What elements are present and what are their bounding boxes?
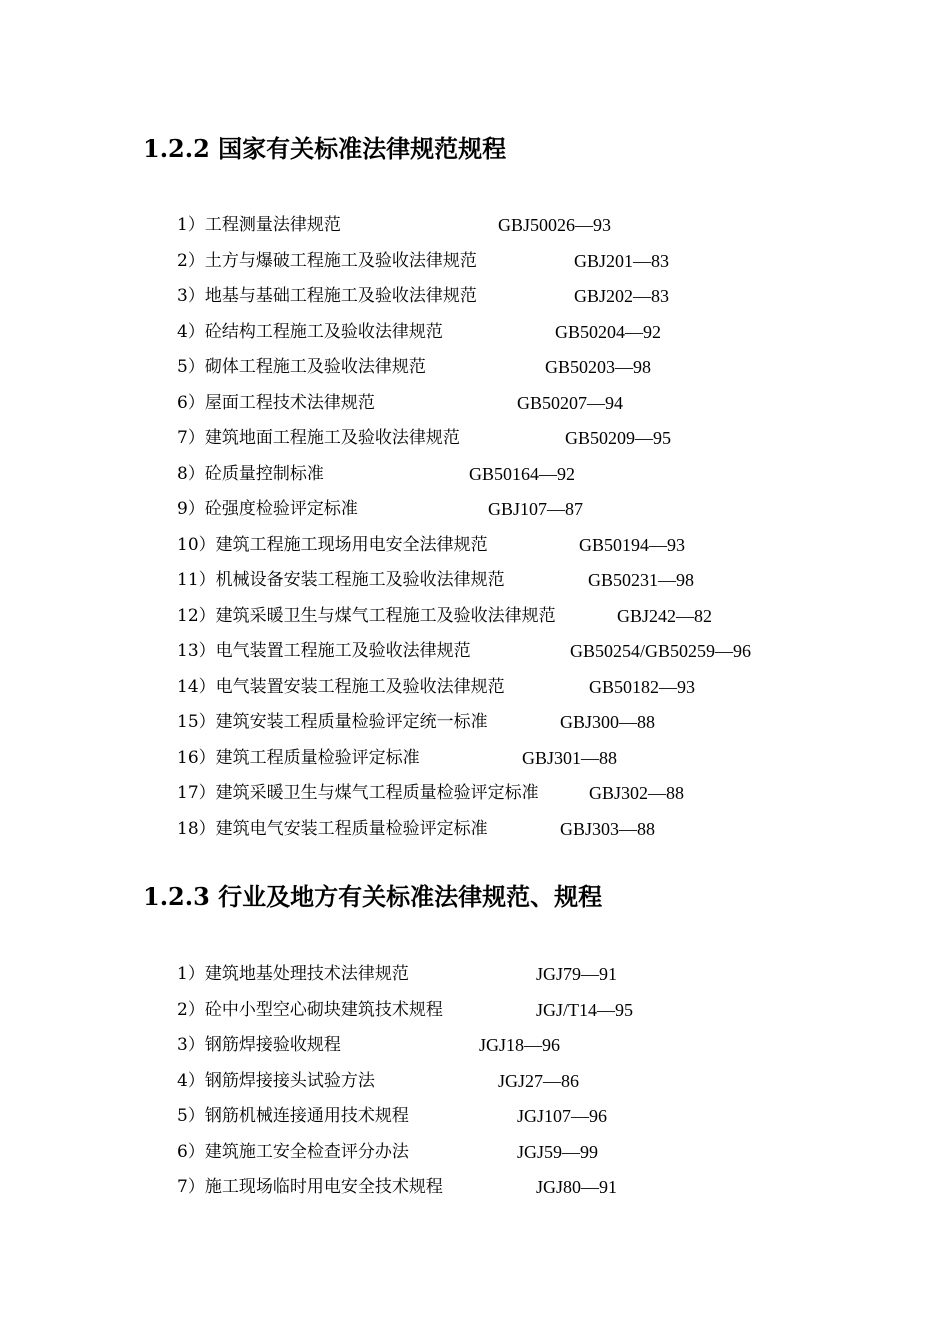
standard-name: 10）建筑工程施工现场用电安全法律规范 (177, 534, 488, 555)
standard-code: JGJ/T14—95 (536, 999, 634, 1020)
standard-code: JGJ18—96 (479, 1035, 561, 1055)
standard-code: GBJ107—87 (488, 499, 584, 519)
standard-name: 1）建筑地基处理技术法律规范 (177, 964, 409, 984)
standard-name: 5）钢筋机械连接通用技术规程 (177, 1106, 409, 1126)
standard-code: GBJ201—83 (574, 250, 670, 271)
standard-name: 12）建筑采暖卫生与煤气工程施工及验收法律规范 (177, 605, 556, 626)
standard-name: 9）砼强度检验评定标准 (177, 499, 358, 519)
standard-code: GB50182—93 (589, 676, 696, 697)
standard-name: 5）砌体工程施工及验收法律规范 (177, 357, 426, 377)
standard-name: 4）砼结构工程施工及验收法律规范 (177, 321, 443, 342)
standard-name: 11）机械设备安装工程施工及验收法律规范 (177, 570, 505, 590)
standard-name: 4）钢筋焊接接头试验方法 (177, 1070, 375, 1091)
standard-name: 3）钢筋焊接验收规程 (177, 1035, 341, 1055)
standard-name: 6）屋面工程技术法律规范 (177, 392, 375, 413)
standard-code: JGJ79—91 (536, 964, 618, 984)
standard-code: GB50231—98 (588, 570, 695, 590)
section-heading-national-standards: 1.2.2 国家有关标准法律规范规程 (143, 134, 507, 163)
standard-code: JGJ80—91 (536, 1177, 618, 1197)
standard-name: 7）建筑地面工程施工及验收法律规范 (177, 428, 460, 448)
standard-name: 18）建筑电气安装工程质量检验评定标准 (177, 818, 488, 839)
standard-code: JGJ27—86 (498, 1070, 580, 1091)
standard-code: JGJ59—99 (517, 1141, 599, 1162)
standard-code: GBJ303—88 (560, 818, 656, 839)
standard-code: GB50207—94 (517, 392, 624, 413)
standard-name: 1）工程测量法律规范 (177, 215, 341, 235)
standard-name: 16）建筑工程质量检验评定标准 (177, 747, 420, 768)
standard-name: 2）砼中小型空心砌块建筑技术规程 (177, 999, 443, 1020)
standard-code: GBJ300—88 (560, 712, 656, 732)
standard-code: GB50204—92 (555, 321, 662, 342)
standard-name: 13）电气装置工程施工及验收法律规范 (177, 641, 471, 661)
standard-code: GB50164—92 (469, 463, 576, 484)
standard-code: JGJ107—96 (517, 1106, 608, 1126)
standard-code: GB50254/GB50259—96 (570, 641, 752, 661)
standard-code: GBJ301—88 (522, 747, 618, 768)
standard-name: 14）电气装置安装工程施工及验收法律规范 (177, 676, 505, 697)
standard-name: 3）地基与基础工程施工及验收法律规范 (177, 286, 477, 306)
standard-code: GBJ202—83 (574, 286, 670, 306)
standard-name: 2）土方与爆破工程施工及验收法律规范 (177, 250, 477, 271)
section-heading-industry-standards: 1.2.3 行业及地方有关标准法律规范、规程 (143, 882, 603, 911)
standard-name: 17）建筑采暖卫生与煤气工程质量检验评定标准 (177, 783, 539, 803)
standard-name: 15）建筑安装工程质量检验评定统一标准 (177, 712, 488, 732)
standard-code: GBJ50026—93 (498, 215, 612, 235)
standard-name: 8）砼质量控制标准 (177, 463, 324, 484)
standard-code: GB50209—95 (565, 428, 672, 448)
standard-name: 6）建筑施工安全检查评分办法 (177, 1141, 409, 1162)
standard-code: GB50194—93 (579, 534, 686, 555)
standard-code: GBJ302—88 (589, 783, 685, 803)
standard-code: GB50203—98 (545, 357, 652, 377)
standard-code: GBJ242—82 (617, 605, 713, 626)
standard-name: 7）施工现场临时用电安全技术规程 (177, 1177, 443, 1197)
